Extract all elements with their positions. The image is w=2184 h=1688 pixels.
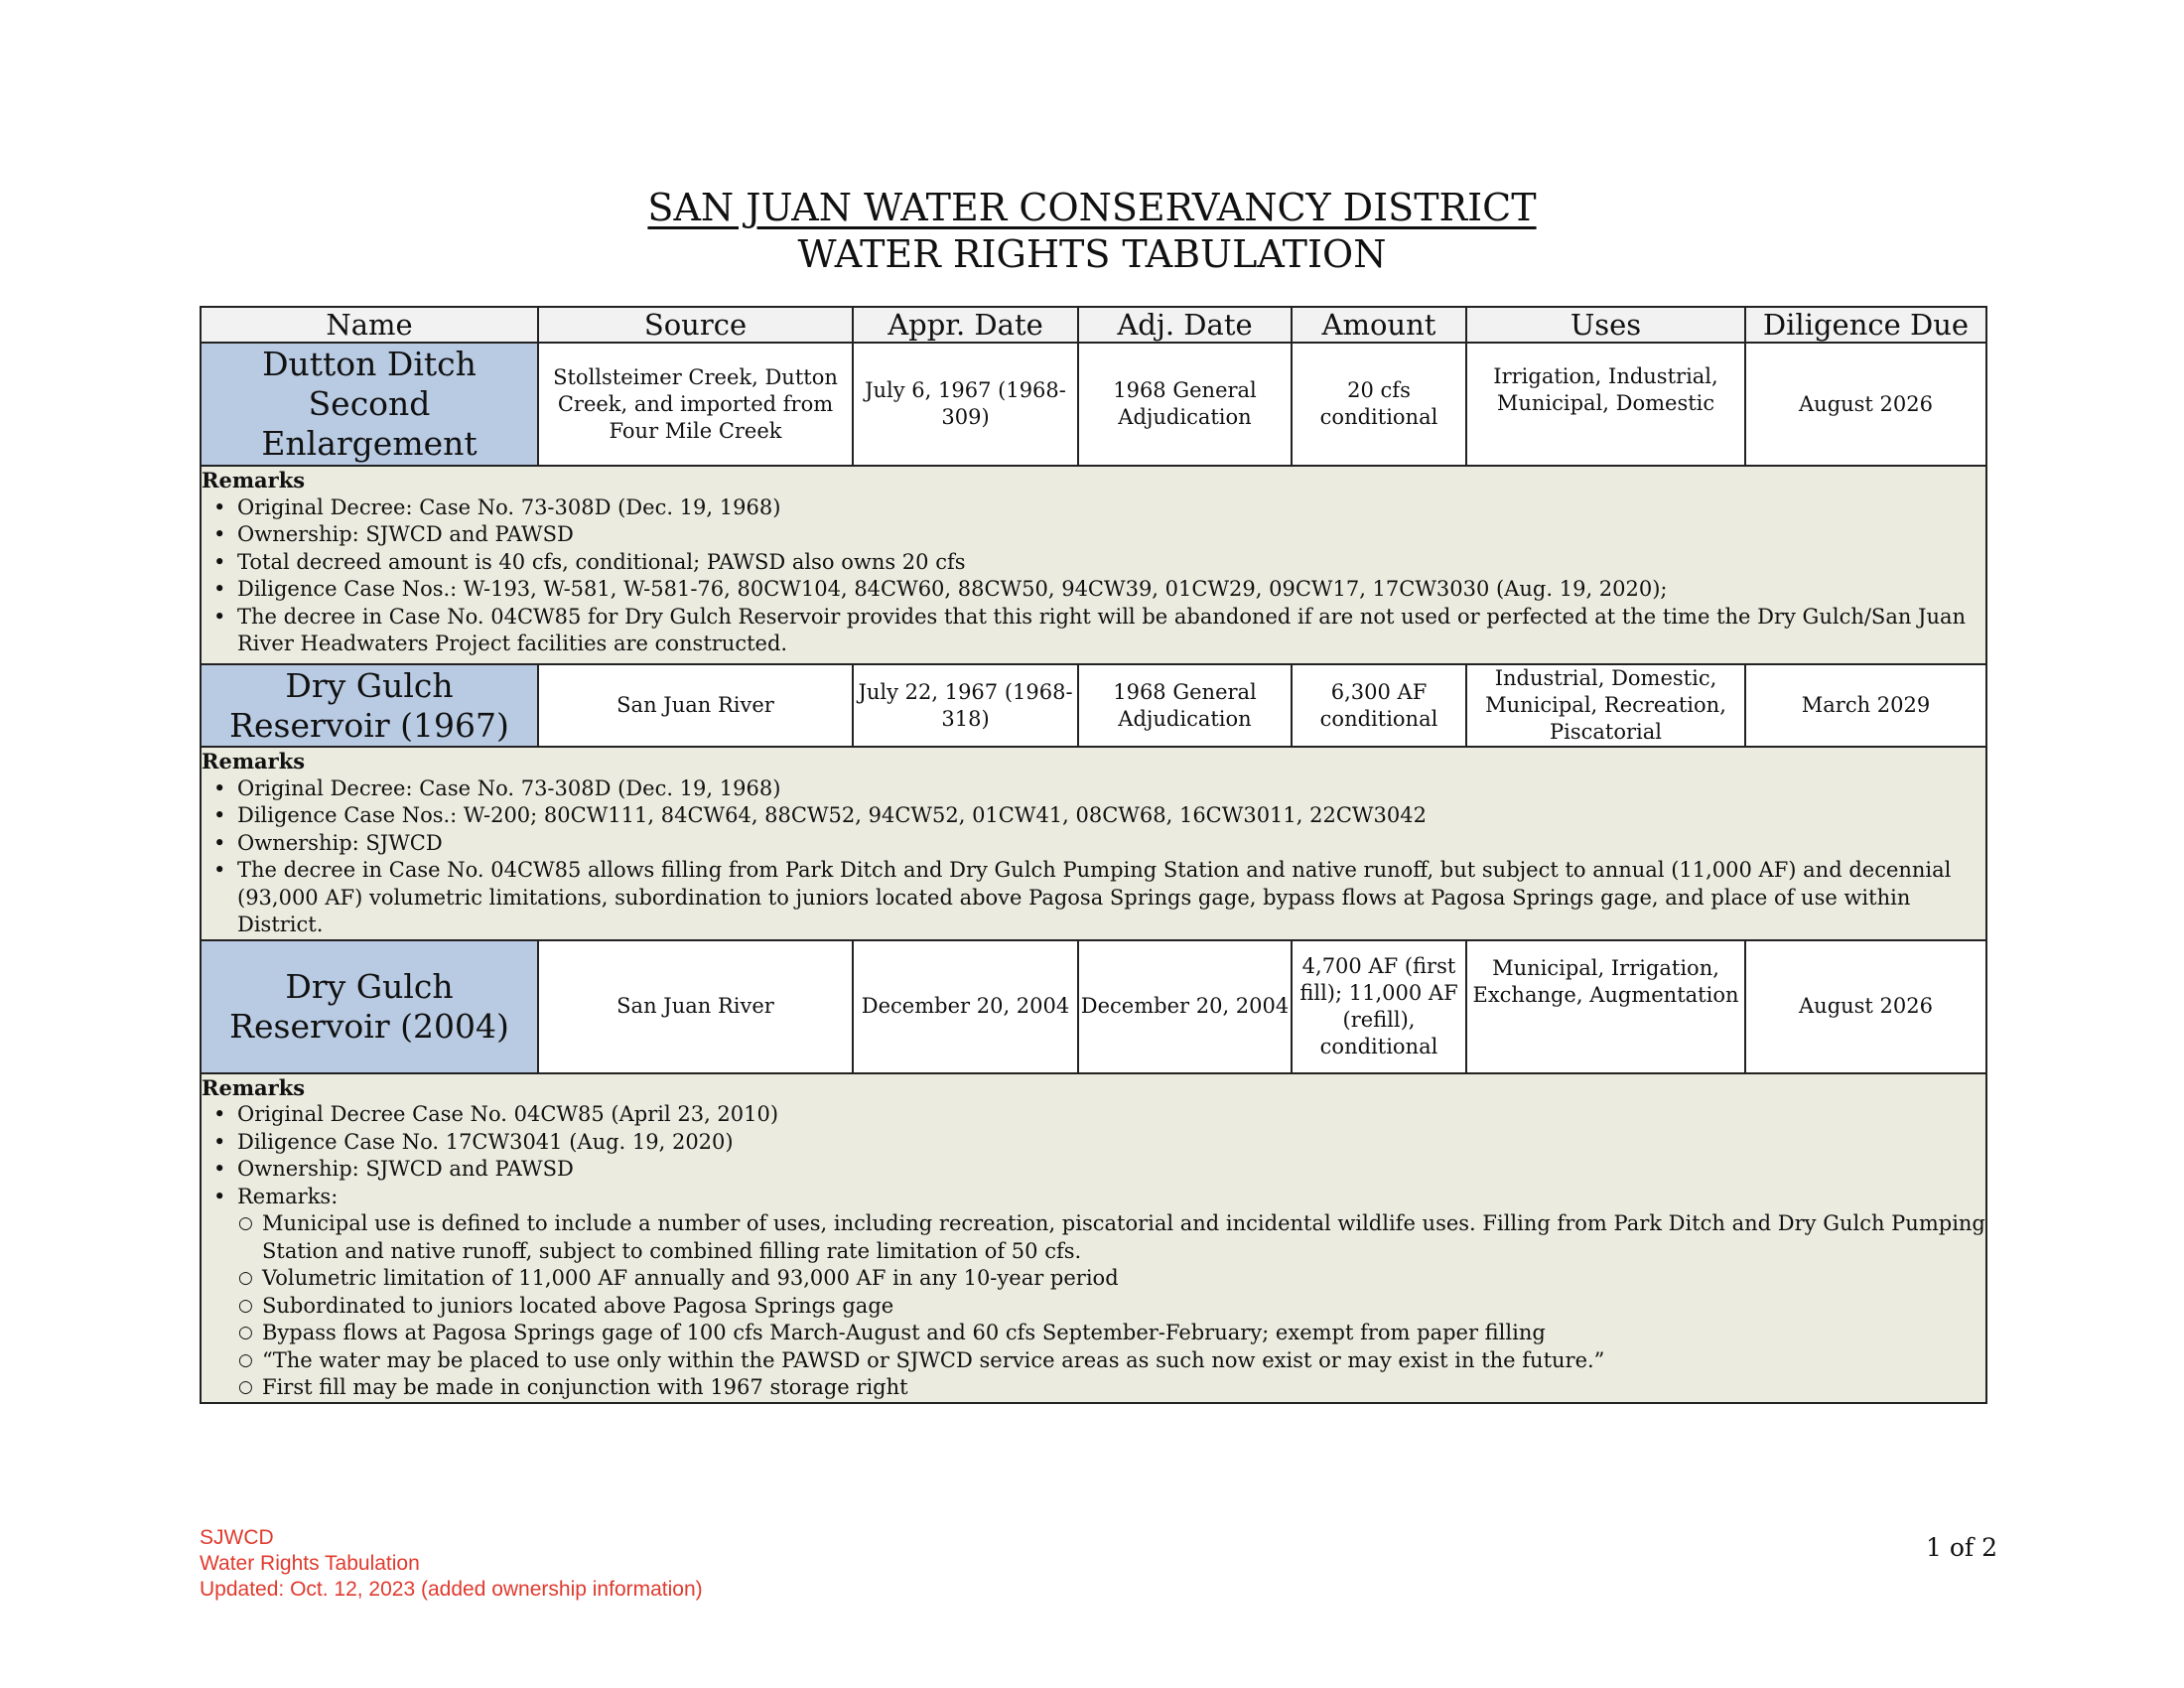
right-source: San Juan River — [538, 664, 853, 747]
right-name: Dry Gulch Reservoir (2004) — [201, 940, 538, 1073]
remarks-list — [202, 494, 1985, 658]
list-item-label: Remarks: — [237, 1184, 339, 1208]
sub-list-item: ○ Municipal use is defined to include a number of uses, including recreation, piscatorial and incidental wildlife uses. Filling from Park Ditch and Dry Gulch Pumping Station and native runoff, subject to combined filling rate limitation of 50 cfs. — [262, 1210, 1985, 1265]
sub-list-item: ○ Volumetric limitation of 11,000 AF annually and 93,000 AF in any 10-year period — [262, 1265, 1985, 1293]
right-appr-date: December 20, 2004 — [853, 940, 1078, 1073]
remarks-cell — [201, 747, 1986, 940]
table-row — [201, 343, 1986, 466]
list-item: • Diligence Case Nos.: W-193, W-581, W-581-76, 80CW104, 84CW60, 88CW50, 94CW39, 01CW29, 09CW17, 17CW3030 (Aug. 19, 2020); — [237, 576, 1985, 604]
right-amount: 6,300 AF conditional — [1292, 664, 1466, 747]
title-line-1: SAN JUAN WATER CONSERVANCY DISTRICT — [647, 186, 1537, 229]
sub-list-item: ○ First fill may be made in conjunction with 1967 storage right — [262, 1374, 1985, 1402]
list-item: • Original Decree: Case No. 73-308D (Dec. 19, 1968) — [237, 775, 1985, 803]
footer-line-3: Updated: Oct. 12, 2023 (added ownership information) — [200, 1578, 703, 1601]
remarks-list — [202, 1101, 1985, 1402]
header-adj-date: Adj. Date — [1078, 307, 1292, 343]
right-amount: 20 cfs conditional — [1292, 343, 1466, 466]
footer-line-1: SJWCD — [200, 1526, 274, 1549]
list-item: • Original Decree Case No. 04CW85 (April 23, 2010) — [237, 1101, 1985, 1129]
right-adj-date: December 20, 2004 — [1078, 940, 1292, 1073]
document-title — [0, 185, 2184, 278]
right-uses: Industrial, Domestic, Municipal, Recreation, Piscatorial — [1466, 664, 1745, 747]
sub-list-item: ○ Bypass flows at Pagosa Springs gage of 100 cfs March-August and 60 cfs September-February; exempt from paper filling — [262, 1320, 1985, 1347]
list-item: • Total decreed amount is 40 cfs, conditional; PAWSD also owns 20 cfs — [237, 549, 1985, 577]
sub-remarks-list — [237, 1210, 1985, 1402]
list-item: • Ownership: SJWCD and PAWSD — [237, 1156, 1985, 1184]
footer-line-2: Water Rights Tabulation — [200, 1552, 420, 1575]
right-appr-date: July 22, 1967 (1968-318) — [853, 664, 1078, 747]
list-item: • Diligence Case No. 17CW3041 (Aug. 19, 2020) — [237, 1129, 1985, 1157]
table-row — [201, 664, 1986, 747]
list-item: • The decree in Case No. 04CW85 for Dry Gulch Reservoir provides that this right will be abandoned if are not used or perfected at the time the Dry Gulch/San Juan River Headwaters Project facilities are constructed. — [237, 604, 1985, 658]
remarks-label: Remarks — [202, 1074, 306, 1100]
right-diligence-due: August 2026 — [1745, 343, 1986, 466]
remarks-cell — [201, 1073, 1986, 1403]
table-row — [201, 940, 1986, 1073]
header-source: Source — [538, 307, 853, 343]
header-diligence-due: Diligence Due — [1745, 307, 1986, 343]
remarks-label: Remarks — [202, 749, 306, 774]
right-adj-date: 1968 General Adjudication — [1078, 664, 1292, 747]
header-appr-date: Appr. Date — [853, 307, 1078, 343]
right-diligence-due: August 2026 — [1745, 940, 1986, 1073]
header-amount: Amount — [1292, 307, 1466, 343]
remarks-label: Remarks — [202, 468, 306, 492]
header-uses: Uses — [1466, 307, 1745, 343]
page-number: 1 of 2 — [1926, 1533, 1998, 1562]
right-appr-date: July 6, 1967 (1968-309) — [853, 343, 1078, 466]
list-item: • Diligence Case Nos.: W-200; 80CW111, 84CW64, 88CW52, 94CW52, 01CW41, 08CW68, 16CW3011, 22CW3042 — [237, 802, 1985, 830]
header-name: Name — [201, 307, 538, 343]
list-item: • Original Decree: Case No. 73-308D (Dec. 19, 1968) — [237, 494, 1985, 522]
title-line-2: WATER RIGHTS TABULATION — [797, 232, 1387, 276]
right-name: Dutton Ditch Second Enlargement — [201, 343, 538, 466]
sub-list-item: ○ “The water may be placed to use only within the PAWSD or SJWCD service areas as such now exist or may exist in the future.” — [262, 1347, 1985, 1375]
sub-list-item: ○ Subordinated to juniors located above Pagosa Springs gage — [262, 1293, 1985, 1321]
list-item: • Ownership: SJWCD — [237, 830, 1985, 858]
list-item: • The decree in Case No. 04CW85 allows filling from Park Ditch and Dry Gulch Pumping Station and native runoff, but subject to annual (11,000 AF) and decennial (93,000 AF) volumetric limitations, subordination to juniors located above Pagosa Springs gage, bypass flows at Pagosa Springs gage, and place of use within District. — [237, 857, 1985, 939]
remarks-cell — [201, 466, 1986, 664]
remarks-row — [201, 1073, 1986, 1403]
footer — [200, 1525, 703, 1603]
right-uses: Irrigation, Industrial, Municipal, Domestic — [1466, 343, 1745, 466]
right-uses: Municipal, Irrigation, Exchange, Augmentation — [1466, 940, 1745, 1073]
right-amount: 4,700 AF (first fill); 11,000 AF (refill), conditional — [1292, 940, 1466, 1073]
right-source: San Juan River — [538, 940, 853, 1073]
right-diligence-due: March 2029 — [1745, 664, 1986, 747]
water-rights-table — [200, 306, 1987, 1404]
list-item — [237, 1184, 1985, 1402]
remarks-row — [201, 466, 1986, 664]
right-name: Dry Gulch Reservoir (1967) — [201, 664, 538, 747]
header-row — [201, 307, 1986, 343]
right-source: Stollsteimer Creek, Dutton Creek, and imported from Four Mile Creek — [538, 343, 853, 466]
right-adj-date: 1968 General Adjudication — [1078, 343, 1292, 466]
remarks-list — [202, 775, 1985, 939]
list-item: • Ownership: SJWCD and PAWSD — [237, 521, 1985, 549]
remarks-row — [201, 747, 1986, 940]
